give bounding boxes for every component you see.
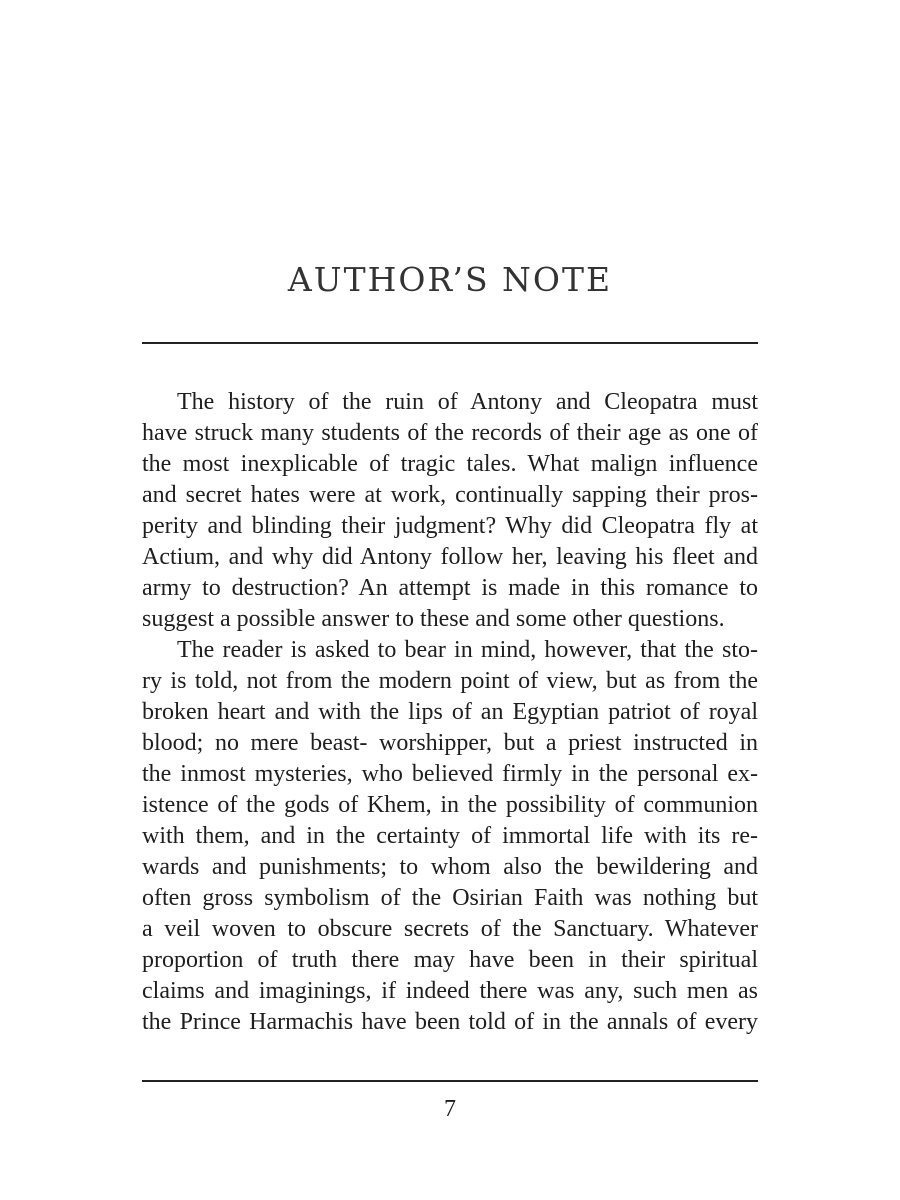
text-line: istence of the gods of Khem, in the possibility of communion <box>142 792 758 818</box>
text-line: blood; no mere beast- worshipper, but a priest instructed in <box>142 730 758 756</box>
text-line: often gross symbolism of the Osirian Faith was nothing but <box>142 885 758 911</box>
text-line: proportion of truth there may have been in their spiritual <box>142 947 758 973</box>
paragraph-1 <box>142 387 758 635</box>
text-line: the inmost mysteries, who believed firmly in the personal ex- <box>142 761 758 787</box>
chapter-title: AUTHOR’S NOTE <box>287 260 613 299</box>
text-line: wards and punishments; to whom also the bewildering and <box>142 854 758 880</box>
text-line: The history of the ruin of Antony and Cleopatra must <box>177 389 758 415</box>
text-line: and secret hates were at work, continually sapping their pros- <box>142 482 758 508</box>
text-line: a veil woven to obscure secrets of the Sanctuary. Whatever <box>142 916 758 942</box>
text-line: suggest a possible answer to these and some other questions. <box>142 606 725 632</box>
paragraph-2 <box>142 635 758 1038</box>
bottom-rule <box>142 1080 758 1082</box>
text-line: ry is told, not from the modern point of view, but as from the <box>142 668 758 694</box>
body-text <box>142 387 758 1038</box>
text-line: The reader is asked to bear in mind, however, that the sto- <box>177 637 758 663</box>
text-line: the Prince Harmachis have been told of in the annals of every <box>142 1009 758 1035</box>
text-line: have struck many students of the records of their age as one of <box>142 420 758 446</box>
text-line: the most inexplicable of tragic tales. What malign influence <box>142 451 758 477</box>
text-line: claims and imaginings, if indeed there was any, such men as <box>142 978 758 1004</box>
text-line: broken heart and with the lips of an Egyptian patriot of royal <box>142 699 758 725</box>
top-rule <box>142 342 758 344</box>
text-line: with them, and in the certainty of immortal life with its re- <box>142 823 758 849</box>
text-line: Actium, and why did Antony follow her, leaving his fleet and <box>142 544 758 570</box>
text-line: perity and blinding their judgment? Why did Cleopatra fly at <box>142 513 758 539</box>
text-line: army to destruction? An attempt is made in this romance to <box>142 575 758 601</box>
page-number: 7 <box>444 1096 456 1122</box>
